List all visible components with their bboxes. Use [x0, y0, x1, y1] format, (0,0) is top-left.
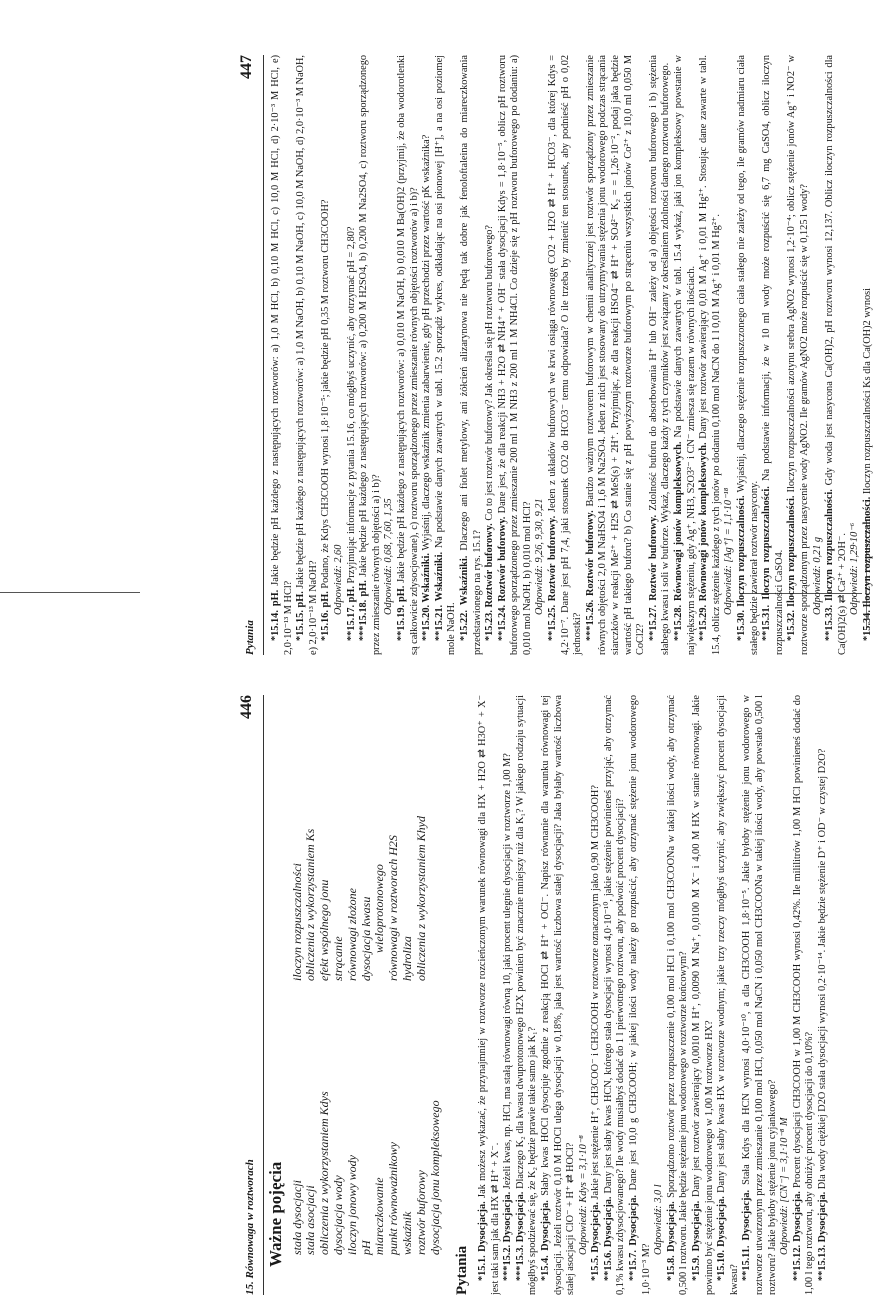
- page-number: 447: [238, 55, 255, 79]
- question: [590, 695, 603, 1295]
- question: [497, 55, 535, 655]
- question: [648, 55, 673, 655]
- question-label: *15.5. Dysocjacja.: [590, 1202, 602, 1281]
- term: pH: [358, 1240, 373, 1255]
- answer: Odpowiedź: 3,0 l: [653, 1184, 665, 1255]
- question-label: *15.30. Iloczyn rozpuszczalności.: [735, 495, 747, 641]
- question-label: ***15.18. pH.: [358, 580, 370, 641]
- question-label: *15.4. Dysocjacja.: [539, 1200, 551, 1281]
- question-text: Dany jest roztwór zawierający 0,0010 M H⁺, 0,0090 M Na⁺, 0,0100 M X⁻ i 4,00 M HX w stanie równowagi. Jakie powinno być stężenie jonu wodorowego w 1,00 M roztworze HX?: [691, 695, 715, 1295]
- question-label: *15.23. Roztwór buforowy.: [484, 523, 496, 641]
- answer: Odpowiedź: [CN⁻] = 3,1·10⁻⁸ M: [779, 1117, 791, 1255]
- term: punkt równoważnikowy: [386, 1142, 401, 1255]
- term: dysocjacja jonu kompleksowego: [427, 1100, 442, 1255]
- term: dysocjacja wody: [330, 1175, 345, 1255]
- question-text: Na podstawie danych zawartych w tabl. 15.2 sporządź wykres, odkładając na osi pionowej [H⁺], a na osi poziomej mole NaOH.: [433, 55, 458, 655]
- term: obliczenia z wykorzystaniem Kdys: [317, 1091, 332, 1255]
- question-label: **15.21. Wskaźniki.: [433, 551, 445, 641]
- question-label: ***15.3. Dysocjacja.: [514, 1191, 526, 1281]
- running-head-title: Pytania: [244, 620, 256, 655]
- question-label: *15.22. Wskaźniki.: [458, 555, 470, 641]
- question-label: *15.9. Dysocjacja.: [691, 1200, 703, 1281]
- answer: Odpowiedź: 0,68, 7,60, 1,35: [383, 498, 395, 615]
- question-label: **15.17. pH.: [345, 586, 357, 641]
- term: hydroliza: [399, 936, 414, 981]
- question: [666, 695, 691, 1295]
- question-label: **15.20. Wskaźniki.: [421, 553, 433, 641]
- question-label: *15.1. Dysocjacja.: [476, 1201, 488, 1281]
- question: [502, 695, 515, 1295]
- question-label: **15.6. Dysocjacja.: [602, 1196, 614, 1281]
- question-text: Dlaczego ani fiolet metylowy, ani żółcień alizarynowa nie będą tak dobre jak fenoloftaleina do miareczkowania przedstawionego na rys. 15.1?: [458, 54, 483, 655]
- question-label: *15.34. Iloczyn rozpuszczalności.: [861, 496, 873, 641]
- term: wieloprotonowego: [372, 864, 387, 953]
- question-text: Jak możesz wykazać, że przynajmniej w roztworze rozcieńczonym warunek równowagi dla HX + H2O ⇄ H3O⁺ + X⁻ jest taki sam jak dla HX ⇄ H⁺ + X⁻.: [476, 695, 501, 1295]
- question: [484, 55, 497, 655]
- term: obliczenia z wykorzystaniem Khyd: [413, 816, 428, 981]
- question: [716, 695, 741, 1295]
- term: obliczenia z wykorzystaniem Ks: [303, 828, 318, 981]
- running-head-title: 15. Równowaga w roztworach: [244, 1159, 256, 1295]
- question-text: Na podstawie informacji, że w 10 ml wody może rozpuścić się 6,7 mg CaSO4, oblicz iloczyn rozpuszczalności CaSO4.: [761, 54, 785, 655]
- running-head: [238, 695, 264, 1295]
- question: [295, 55, 320, 655]
- question-label: *15.16. pH.: [320, 591, 332, 641]
- question-label: *15.10. Dysocjacja.: [716, 1196, 728, 1281]
- page-446: [238, 694, 828, 1295]
- question-label: **15.19. pH.: [395, 585, 407, 641]
- page-447: [238, 54, 873, 655]
- question-label: ***15.26. Roztwór buforowy.: [584, 510, 596, 641]
- term: strącanie: [330, 936, 345, 981]
- question: [792, 695, 817, 1295]
- question: [741, 695, 779, 1295]
- question: [698, 55, 723, 655]
- questions-title: Pytania: [454, 1245, 471, 1295]
- question-label: **15.27. Roztwór buforowy.: [647, 514, 659, 641]
- question-label: **15.12. Dysocjacja.: [791, 1191, 803, 1281]
- question-label: *15.15. pH.: [295, 591, 307, 641]
- question: [585, 55, 648, 655]
- question-text: Procent dysocjacji CH3COOH w 1,00 M CH3COOH wynosi 0,42%. Ile mililitrów 1,00 M HCl powinieneś dodać do 1,00 l tego roztworu, aby obniżyć procent dysocjacji do 0,10%?: [791, 695, 816, 1295]
- question: [270, 55, 295, 655]
- term: równowagi złożone: [344, 887, 359, 981]
- answer: Odpowiedź: 0,21 g: [811, 536, 823, 615]
- question-label: **15.7. Dysocjacja.: [628, 1195, 640, 1281]
- question-text: Iloczyn rozpuszczalności Ks dla Ca(OH)2 wynosi: [861, 288, 873, 495]
- term: stała asocjacji: [303, 1185, 318, 1255]
- answer: Odpowiedź: 9,26, 9,30, 9,21: [534, 498, 546, 615]
- question: [824, 55, 849, 655]
- question-label: **15.24. Roztwór buforowy.: [496, 516, 508, 641]
- question: [396, 55, 421, 655]
- terms-list: [291, 695, 443, 1255]
- question-text: Dany jest słaby kwas HCN, którego stała dysocjacji wynosi 4,0·10⁻¹⁰, jakie stężenie powinieneś przyjąć, aby otrzymać 0,1% kwasu zdysocjowanego? Ile wody musiałbyś dodać do 1 l pierwotnego roztworu, aby podwoić procent dysocjacji?: [602, 695, 627, 1295]
- question: [862, 55, 875, 655]
- term: równowagi w roztworach H2S: [386, 835, 401, 981]
- question-text: Gdy woda jest nasycona Ca(OH)2, pH roztworu wynosi 12,137. Oblicz iloczyn rozpuszczalności dla Ca(OH)2(s) ⇄ Ca²⁺ + 2OH⁻.: [824, 55, 848, 655]
- question-text: Dla wody ciężkiej D2O stała dysocjacji wynosi 0,2·10⁻¹⁴. Jakie będzie stężenie D⁺ i OD⁻ w czystej D2O?: [816, 748, 828, 1190]
- question: [786, 55, 811, 655]
- question-label: **15.25. Roztwór buforowy.: [547, 515, 559, 641]
- page-divider: [0, 592, 140, 593]
- answer: Odpowiedź: 2,60: [332, 544, 344, 615]
- question-text: Na podstawie danych zawartych w tabl. 15.4 wykaż, jaki jon kompleksowy powstanie w największym stężeniu, gdy Ag⁺, NH3, S2O3²⁻ i CN⁻ zmiesza się razem w równych ilościach.: [673, 55, 697, 655]
- term: dysocjacja kwasu: [358, 896, 373, 981]
- question-text: Bardzo ważnym roztworem buforowym w chemii analitycznej jest roztwór sporządzony przez zmieszanie równych objętości 2,0 M NaHSO4 i 1,6 M Na2SO4. Jeden z nich jest stosowany do utrzymywania stężenia jonu wodorowego podczas strącania siarczków w reakcji Me²⁺ + H2S ⇄ MeS(s) + 2H⁺. Przyjmując, że dla reakcji HSO4⁻ ⇄ H⁺ + SO4²⁻ K₂ = = 1,26·10⁻², podaj jaka będzie wartość pH takiego buforu? b) Co stanie się z pH powyższym roztworze buforowym po strąceniu wszystkich jonów Co²⁺ z 10,0 ml 0,050 M CoCl2?: [584, 55, 647, 655]
- question: [320, 55, 333, 655]
- question-label: **15.13. Dysocjacja.: [816, 1191, 828, 1281]
- question: [547, 55, 585, 655]
- question-label: *15.32. Iloczyn rozpuszczalności.: [786, 495, 798, 641]
- terms-column-2: [291, 721, 443, 981]
- questions-list: [270, 55, 875, 655]
- question: [628, 695, 653, 1295]
- term: stała dysocjacji: [289, 1180, 304, 1255]
- question: [459, 55, 484, 655]
- question-text: Jakie będzie pH każdego z następujących roztworów: a) 0,200 M H2SO4, b) 0,200 M Na2SO4, c) roztworu sporządzonego przez zmieszanie równych objętości a) i b)?: [358, 55, 382, 655]
- section-title: Ważne pojęcia: [266, 1161, 285, 1267]
- question-text: Jakie będzie pH każdego z następujących roztworów: a) 0,010 M NaOH, b) 0,010 M Ba(OH)2 (przyjmij, że oba wodorotlenki są całkowicie zdysocjowane), c) roztworu sporządzonego przez zmieszanie równych objętości roztworów a) i b)?: [395, 55, 420, 655]
- question: [673, 55, 698, 655]
- question-text: Wyjaśnij, dlaczego wskaźnik zmienia zabarwienie, gdy pH przechodzi przez wartość pK wskaźnika?: [421, 134, 433, 551]
- question-label: **15.31. Iloczyn rozpuszczalności.: [761, 486, 773, 641]
- question-text: Dane jest 10,0 g CH3COOH; w jakiej ilości wody należy go rozpuścić, aby otrzymać stężenie jonu wodorowego 1,0·10⁻³ M?: [628, 695, 652, 1295]
- question-text: Wyjaśnij, dlaczego stężenie rozpuszczonego ciała stałego nie zależy od tego, ile gramów nadmiaru ciała stałego będzie zawierał roztwór nasycony.: [735, 55, 760, 655]
- question: [761, 55, 786, 655]
- question-text: Przyjmując informacje z pytania 15.16, co mógłbyś uczynić, aby otrzymać pH = 2,80?: [345, 226, 357, 584]
- term: efekt wspólnego jonu: [317, 879, 332, 981]
- question-text: Jeżeli kwas, np. HCl, ma stałą równowagi równą 10, jaki procent ulegnie dysocjacji w roztworze 1,00 M?: [502, 753, 514, 1190]
- question-text: Sporządzono roztwór przez rozpuszczenie 0,100 mol HCl i 0,100 mol CH3COONa w takiej ilości wody, aby otrzymać 0,500 l roztworu. Jakie będzie stężenie jonu wodorowego w roztworze końcowym?: [665, 695, 690, 1295]
- question-text: Iloczyn rozpuszczalności azotynu srebra AgNO2 wynosi 1,2·10⁻⁴; oblicz stężenie jonów Ag⁺ i NO2⁻ w roztworze sporządzonym przez nasycenie wody AgNO2. Ile gramów AgNO2 może rozpuścić się w 0,125 l wody?: [786, 54, 810, 655]
- questions-list: [477, 695, 830, 1295]
- question: [540, 695, 578, 1295]
- term: wskaźnik: [399, 1211, 414, 1255]
- question-text: Dany jest roztwór zawierający 0,01 M Ag⁺ i 0,01 M Hg²⁺. Stosując dane zawarte w tabl. 15.4, oblicz stężenie każdego z tych jonów po dodaniu 0,100 mol NaCN do 1 l 0,01 M Ag⁺ i 0,01 M Hg²⁺.: [698, 55, 722, 655]
- question-text: Co to jest roztwór buforowy? Jak określa się pH roztworu buforowego?: [484, 224, 496, 521]
- question: [603, 695, 628, 1295]
- question-label: **15.29. Równowagi jonów kompleksowych.: [698, 442, 710, 641]
- question-text: Podano, że Kdys CH3COOH wynosi 1,8·10⁻⁵; jakie będzie pH 0,35 M roztworu CH3COOH?: [320, 199, 332, 589]
- question-label: *15.8. Dysocjacja.: [665, 1201, 677, 1281]
- running-head: [238, 55, 264, 655]
- page-number: 446: [238, 695, 255, 719]
- question: [515, 695, 540, 1295]
- question-text: Jakie będzie pH każdego z następujących roztworów: a) 1,0 M HCl, b) 0,10 M HCl, c) 10,0 M HCl, d) 2·10⁻³ M HCl, e) 2,0·10⁻¹³ M HCl?: [270, 54, 294, 655]
- question-text: Dlaczego K₂ dla kwasu dwuprotonowego H2X powinien być znacznie mniejszy niż dla K₁? W jakiego rodzaju sytuacji mógłbyś spodziewać się, że K₂ będzie prawie takie samo jak K₁?: [514, 695, 539, 1295]
- question-text: Zdolność buforu do absorbowania H⁺ lub OH⁻ zależy od a) objętości roztworu buforowego i b) stężenia słabego kwasu i soli w buforze. Wykaż, dlaczego każdy z tych czynników jest związany z określaniem zdolności danego roztworu buforowego.: [647, 55, 672, 655]
- term: iloczyn jonowy wody: [344, 1155, 359, 1255]
- answer: Odpowiedź: [Ag⁺] = 1,1·10⁻¹⁸: [723, 487, 735, 615]
- question: [736, 55, 761, 655]
- question: [817, 695, 830, 1295]
- question-label: **15.11. Dysocjacja.: [741, 1189, 753, 1281]
- term: miareczkowanie: [372, 1177, 387, 1255]
- question-text: Jakie jest stężenie H⁺, CH3COO⁻ i CH3COOH w roztworze oznaczonym jako 0,90 M CH3COOH?: [590, 785, 602, 1200]
- question-text: Stała Kdys dla HCN wynosi 4,0·10⁻¹⁰, a dla CH3COOH 1,8·10⁻⁵. Jakie byłoby stężenie jonu wodorowego w roztworze utworzonym przez zmieszanie 0,100 mol HCl, 0,050 mol NaCN i 0,050 mol CH3COONa w takiej ilości wody, aby powstało 0,500 l roztworu? Jakie byłoby stężenie jonu cyjankowego?: [741, 694, 778, 1295]
- question-text: Jakie będzie pH każdego z następujących roztworów: a) 1,0 M NaOH, b) 0,10 M NaOH, c) 10,0 M NaOH, d) 2,0·10⁻³ M NaOH, e) 2,0·10⁻¹³ M NaOH?: [295, 55, 319, 655]
- question: [691, 695, 716, 1295]
- question-text: Dany jest słaby kwas HX w roztworze wodnym; jakie trzy rzeczy mógłbyś uczynić, aby zwiększyć procent dysocjacji kwasu?: [716, 695, 740, 1295]
- term: iloczyn rozpuszczalności: [289, 863, 304, 981]
- question-label: **15.33. Iloczyn rozpuszczalności.: [824, 489, 836, 641]
- question: [346, 55, 359, 655]
- question: [477, 695, 502, 1295]
- question: [358, 55, 383, 655]
- question: [434, 55, 459, 655]
- terms-column-1: [291, 995, 443, 1255]
- answer: Odpowiedź: Kdys = 3,1·10⁻⁸: [577, 1135, 589, 1255]
- question-label: ***15.2. Dysocjacja.: [502, 1191, 514, 1281]
- answer: Odpowiedź: 1,29·10⁻⁶: [849, 522, 861, 615]
- question-text: Dane jest, że dla reakcji NH3 + H2O ⇄ NH4⁺ + OH⁻ stała dysocjacji Kdys = 1,8·10⁻⁵, oblicz pH roztworu buforowego sporządzonego przez zmieszanie 200 ml 1 M NH3 z 200 ml 1 M NH4Cl. Co dzieje się z pH roztworu buforowego po dodaniu: a) 0,010 mol NaOH, b) 0,010 mol HCl?: [496, 54, 533, 655]
- question-text: Słaby kwas HOCl dysocjuje zgodnie z reakcją HOCl ⇄ H⁺ + OCl⁻. Napisz równanie dla warunku równowagi tej dysocjacji. Jeżeli roztwór 0,10 M HOCl ulega dysocjacji w 0,18%, jaka jest wartość liczbowa stałej dysocjacji? Jaka byłaby wartość liczbowa stałej asocjacji ClO⁻ + H⁺ ⇄ HOCl?: [539, 695, 577, 1295]
- question-label: **15.28. Równowagi jonów kompleksowych.: [673, 441, 684, 641]
- term: roztwór buforowy: [413, 1170, 428, 1255]
- question-label: *15.14. pH.: [270, 589, 281, 641]
- question: [421, 55, 434, 655]
- question-text: Jeden z układów buforowych we krwi osiąga równowagę CO2 + H2O ⇄ H⁺ + HCO3⁻, dla której Kdys = 4,2·10⁻⁷. Dane jest pH 7,4, jaki stosunek CO2 do HCO3⁻ temu odpowiada? O ile trzeba by zmienić ten stosunek, aby podnieść pH o 0,02 jednostki?: [547, 54, 584, 655]
